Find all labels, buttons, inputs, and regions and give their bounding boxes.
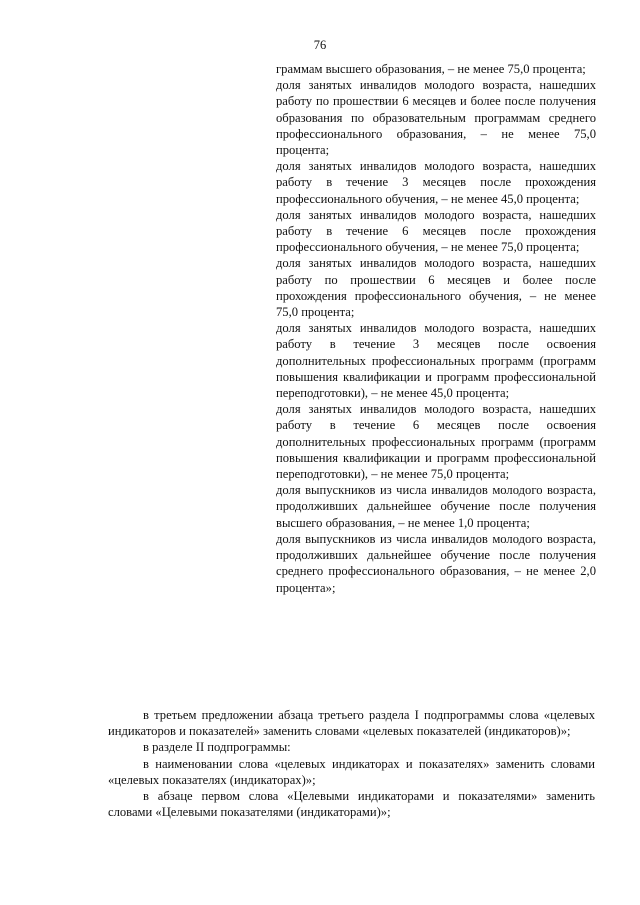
indicator-item: доля занятых инвалидов молодого возраста, нашедших работу по прошествии 6 месяцев и более после прохождения профессионального обучения, – не менее 75,0 процента; bbox=[276, 256, 596, 320]
page-number: 76 bbox=[313, 38, 327, 52]
indicator-list bbox=[276, 61, 596, 596]
indicator-item: граммам высшего образования, – не менее 75,0 процента; bbox=[276, 62, 586, 76]
indicator-item: доля занятых инвалидов молодого возраста, нашедших работу в течение 3 месяцев после прохождения профессионального обучения, – не менее 45,0 процента; bbox=[276, 159, 596, 206]
indicator-item: доля занятых инвалидов молодого возраста, нашедших работу в течение 3 месяцев после освоения дополнительных профессиональных программ (программ повышения квалификации и программ профессиональной переподготовки), – не менее 45,0 процента; bbox=[276, 321, 596, 401]
indicator-item: доля занятых инвалидов молодого возраста, нашедших работу по прошествии 6 месяцев и более после получения образования по образовательным программам среднего профессионального образования, – не менее 75,0 процента; bbox=[276, 78, 596, 158]
indicator-item: доля выпускников из числа инвалидов молодого возраста, продолживших дальнейшее обучение после получения высшего образования, – не менее 1,0 процента; bbox=[276, 483, 596, 530]
body-paragraph: в третьем предложении абзаца третьего раздела I подпрограммы слова «целевых индикаторов и показателей» заменить словами «целевых показателей (индикаторов)»; bbox=[108, 708, 595, 739]
indicator-item: доля занятых инвалидов молодого возраста, нашедших работу в течение 6 месяцев после освоения дополнительных профессиональных программ (программ повышения квалификации и программ профессиональной переподготовки), – не менее 75,0 процента; bbox=[276, 402, 596, 482]
body-paragraph: в абзаце первом слова «Целевыми индикаторами и показателями» заменить словами «Целевыми показателями (индикаторами)»; bbox=[108, 789, 595, 820]
indicator-item: доля выпускников из числа инвалидов молодого возраста, продолживших дальнейшее обучение после получения среднего профессионального образования, – не менее 2,0 процента»; bbox=[276, 531, 596, 595]
indicator-item: доля занятых инвалидов молодого возраста, нашедших работу в течение 6 месяцев после прохождения профессионального обучения, – не менее 75,0 процента; bbox=[276, 207, 596, 255]
body-paragraph: в наименовании слова «целевых индикаторах и показателях» заменить словами «целевых показателях (индикаторах)»; bbox=[108, 756, 595, 787]
amendment-text bbox=[108, 707, 595, 820]
body-paragraph: в разделе II подпрограммы: bbox=[143, 740, 291, 755]
